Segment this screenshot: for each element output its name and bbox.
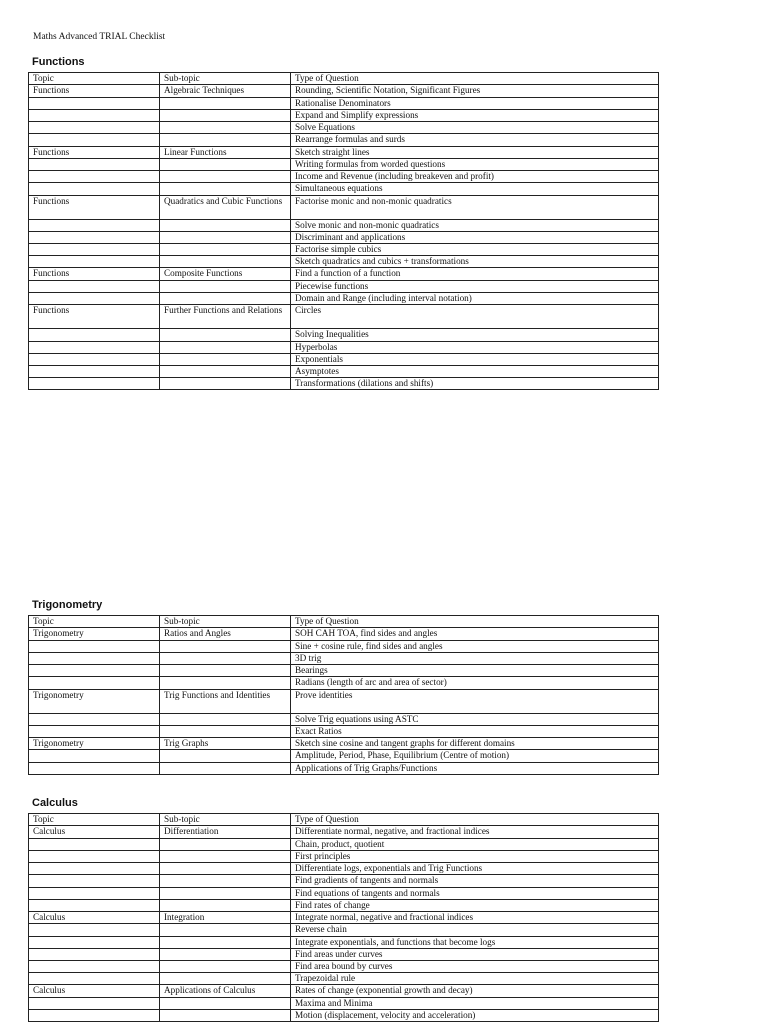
table-row [29, 341, 659, 353]
question-type-cell: Rounding, Scientific Notation, Significant Figures [291, 85, 659, 98]
table-row [29, 85, 659, 98]
table-row [29, 122, 659, 134]
table-row [29, 826, 659, 839]
question-type-cell: Integrate normal, negative and fractional indices [291, 911, 659, 924]
topic-cell [29, 838, 160, 850]
topic-cell [29, 256, 160, 268]
topic-cell: Calculus [29, 985, 160, 998]
subtopic-cell [160, 122, 291, 134]
section-title: Functions [32, 56, 85, 68]
question-type-cell: Solve monic and non-monic quadratics [291, 219, 659, 231]
table-row [29, 961, 659, 973]
topic-cell [29, 850, 160, 862]
subtopic-cell [160, 231, 291, 243]
topic-cell [29, 997, 160, 1009]
question-type-cell: Asymptotes [291, 365, 659, 377]
topic-cell [29, 293, 160, 305]
topic-cell [29, 725, 160, 737]
subtopic-cell [160, 171, 291, 183]
subtopic-cell [160, 280, 291, 292]
table-row [29, 973, 659, 985]
question-type-cell: Solve Trig equations using ASTC [291, 713, 659, 725]
topic-cell [29, 665, 160, 677]
subtopic-cell [160, 109, 291, 121]
topic-cell [29, 183, 160, 195]
topic-cell [29, 341, 160, 353]
question-type-cell: Piecewise functions [291, 280, 659, 292]
question-type-cell: Find equations of tangents and normals [291, 887, 659, 899]
question-type-cell: Rationalise Denominators [291, 97, 659, 109]
question-type-cell: Find rates of change [291, 899, 659, 911]
topic-cell [29, 231, 160, 243]
table-row [29, 640, 659, 652]
subtopic-cell [160, 256, 291, 268]
question-type-cell: Sine + cosine rule, find sides and angles [291, 640, 659, 652]
subtopic-cell [160, 961, 291, 973]
table-row [29, 875, 659, 887]
table-row [29, 97, 659, 109]
topic-cell [29, 973, 160, 985]
topic-cell [29, 924, 160, 936]
question-type-cell: Differentiate normal, negative, and fractional indices [291, 826, 659, 839]
header-cell: Topic [29, 616, 160, 628]
table-row [29, 863, 659, 875]
subtopic-cell [160, 665, 291, 677]
section-functions [28, 56, 658, 390]
table-row [29, 924, 659, 936]
question-type-cell: Income and Revenue (including breakeven and profit) [291, 171, 659, 183]
subtopic-cell: Further Functions and Relations [160, 305, 291, 329]
subtopic-cell [160, 850, 291, 862]
question-type-cell: Expand and Simplify expressions [291, 109, 659, 121]
table-row [29, 109, 659, 121]
question-type-cell: Applications of Trig Graphs/Functions [291, 762, 659, 774]
question-type-cell: 3D trig [291, 652, 659, 664]
question-type-cell: Transformations (dilations and shifts) [291, 378, 659, 390]
topic-cell [29, 329, 160, 341]
table-row [29, 378, 659, 390]
topic-cell [29, 280, 160, 292]
table-row [29, 737, 659, 750]
table-row [29, 713, 659, 725]
table-header-row [29, 73, 659, 85]
subtopic-cell [160, 652, 291, 664]
subtopic-cell [160, 1010, 291, 1022]
section-trigonometry [28, 599, 658, 775]
subtopic-cell [160, 997, 291, 1009]
topic-cell: Trigonometry [29, 737, 160, 750]
question-type-cell: Factorise simple cubics [291, 244, 659, 256]
subtopic-cell: Algebraic Techniques [160, 85, 291, 98]
topic-cell [29, 677, 160, 689]
header-cell: Sub-topic [160, 616, 291, 628]
table-row [29, 280, 659, 292]
table-row [29, 219, 659, 231]
subtopic-cell [160, 936, 291, 948]
question-type-cell: Find a function of a function [291, 268, 659, 281]
question-type-cell: Maxima and Minima [291, 997, 659, 1009]
topic-cell [29, 97, 160, 109]
question-type-cell: Differentiate logs, exponentials and Trig Functions [291, 863, 659, 875]
question-type-cell: Find areas under curves [291, 948, 659, 960]
table-row [29, 750, 659, 762]
table-row [29, 305, 659, 329]
subtopic-cell [160, 713, 291, 725]
topic-cell [29, 640, 160, 652]
topic-cell [29, 159, 160, 171]
subtopic-cell [160, 863, 291, 875]
topic-cell [29, 171, 160, 183]
question-type-cell: Exponentials [291, 353, 659, 365]
topic-cell [29, 750, 160, 762]
table-row [29, 134, 659, 146]
question-type-cell: Integrate exponentials, and functions that become logs [291, 936, 659, 948]
table-row [29, 231, 659, 243]
topic-cell [29, 875, 160, 887]
header-cell: Sub-topic [160, 73, 291, 85]
subtopic-cell [160, 838, 291, 850]
question-type-cell: Rates of change (exponential growth and decay) [291, 985, 659, 998]
table-row [29, 850, 659, 862]
table-row [29, 353, 659, 365]
header-cell: Sub-topic [160, 814, 291, 826]
checklist-table [28, 615, 659, 775]
table-row [29, 183, 659, 195]
table-row [29, 1010, 659, 1022]
topic-cell [29, 948, 160, 960]
question-type-cell: SOH CAH TOA, find sides and angles [291, 628, 659, 641]
question-type-cell: Radians (length of arc and area of sector) [291, 677, 659, 689]
subtopic-cell [160, 725, 291, 737]
subtopic-cell [160, 378, 291, 390]
topic-cell [29, 134, 160, 146]
topic-cell [29, 353, 160, 365]
topic-cell: Functions [29, 146, 160, 159]
topic-cell [29, 365, 160, 377]
table-row [29, 997, 659, 1009]
subtopic-cell [160, 341, 291, 353]
question-type-cell: Discriminant and applications [291, 231, 659, 243]
question-type-cell: Factorise monic and non-monic quadratics [291, 195, 659, 219]
header-cell: Type of Question [291, 814, 659, 826]
table-row [29, 665, 659, 677]
header-cell: Topic [29, 814, 160, 826]
topic-cell [29, 1010, 160, 1022]
subtopic-cell [160, 134, 291, 146]
topic-cell: Functions [29, 305, 160, 329]
header-cell: Topic [29, 73, 160, 85]
subtopic-cell [160, 183, 291, 195]
table-row [29, 838, 659, 850]
subtopic-cell: Integration [160, 911, 291, 924]
table-row [29, 171, 659, 183]
header-cell: Type of Question [291, 616, 659, 628]
subtopic-cell [160, 924, 291, 936]
topic-cell [29, 109, 160, 121]
table-row [29, 652, 659, 664]
subtopic-cell [160, 293, 291, 305]
topic-cell: Calculus [29, 911, 160, 924]
question-type-cell: Sketch sine cosine and tangent graphs for different domains [291, 737, 659, 750]
subtopic-cell [160, 244, 291, 256]
topic-cell: Functions [29, 85, 160, 98]
question-type-cell: Find area bound by curves [291, 961, 659, 973]
question-type-cell: Find gradients of tangents and normals [291, 875, 659, 887]
topic-cell: Trigonometry [29, 628, 160, 641]
table-row [29, 159, 659, 171]
subtopic-cell [160, 899, 291, 911]
question-type-cell: Amplitude, Period, Phase, Equilibrium (Centre of motion) [291, 750, 659, 762]
question-type-cell: Circles [291, 305, 659, 329]
question-type-cell: Exact Ratios [291, 725, 659, 737]
question-type-cell: Chain, product, quotient [291, 838, 659, 850]
table-row [29, 146, 659, 159]
subtopic-cell: Differentiation [160, 826, 291, 839]
section-title: Trigonometry [32, 599, 103, 611]
table-row [29, 628, 659, 641]
checklist-table [28, 813, 659, 1022]
subtopic-cell: Linear Functions [160, 146, 291, 159]
subtopic-cell [160, 750, 291, 762]
question-type-cell: Sketch quadratics and cubics + transformations [291, 256, 659, 268]
topic-cell [29, 244, 160, 256]
table-header-row [29, 616, 659, 628]
topic-cell: Trigonometry [29, 689, 160, 713]
table-row [29, 985, 659, 998]
question-type-cell: Sketch straight lines [291, 146, 659, 159]
question-type-cell: Prove identities [291, 689, 659, 713]
question-type-cell: Simultaneous equations [291, 183, 659, 195]
topic-cell [29, 936, 160, 948]
subtopic-cell: Trig Functions and Identities [160, 689, 291, 713]
table-row [29, 762, 659, 774]
topic-cell [29, 863, 160, 875]
table-row [29, 244, 659, 256]
question-type-cell: Solving Inequalities [291, 329, 659, 341]
topic-cell [29, 713, 160, 725]
subtopic-cell [160, 97, 291, 109]
subtopic-cell: Composite Functions [160, 268, 291, 281]
section-calculus [28, 797, 658, 1022]
table-row [29, 329, 659, 341]
subtopic-cell [160, 677, 291, 689]
table-row [29, 936, 659, 948]
table-row [29, 689, 659, 713]
table-row [29, 887, 659, 899]
topic-cell [29, 762, 160, 774]
subtopic-cell [160, 365, 291, 377]
section-title: Calculus [32, 797, 78, 809]
table-row [29, 677, 659, 689]
topic-cell: Calculus [29, 826, 160, 839]
subtopic-cell [160, 219, 291, 231]
topic-cell [29, 887, 160, 899]
subtopic-cell: Ratios and Angles [160, 628, 291, 641]
topic-cell [29, 219, 160, 231]
table-row [29, 948, 659, 960]
table-row [29, 365, 659, 377]
subtopic-cell: Trig Graphs [160, 737, 291, 750]
table-row [29, 899, 659, 911]
subtopic-cell [160, 887, 291, 899]
document-title: Maths Advanced TRIAL Checklist [33, 32, 166, 42]
topic-cell [29, 899, 160, 911]
table-row [29, 293, 659, 305]
table-header-row [29, 814, 659, 826]
subtopic-cell [160, 159, 291, 171]
question-type-cell: First principles [291, 850, 659, 862]
topic-cell: Functions [29, 268, 160, 281]
subtopic-cell [160, 875, 291, 887]
topic-cell: Functions [29, 195, 160, 219]
topic-cell [29, 378, 160, 390]
question-type-cell: Solve Equations [291, 122, 659, 134]
table-row [29, 725, 659, 737]
subtopic-cell [160, 329, 291, 341]
subtopic-cell [160, 640, 291, 652]
subtopic-cell: Applications of Calculus [160, 985, 291, 998]
subtopic-cell: Quadratics and Cubic Functions [160, 195, 291, 219]
table-row [29, 268, 659, 281]
topic-cell [29, 122, 160, 134]
subtopic-cell [160, 762, 291, 774]
question-type-cell: Writing formulas from worded questions [291, 159, 659, 171]
table-row [29, 256, 659, 268]
header-cell: Type of Question [291, 73, 659, 85]
subtopic-cell [160, 353, 291, 365]
question-type-cell: Domain and Range (including interval notation) [291, 293, 659, 305]
subtopic-cell [160, 973, 291, 985]
topic-cell [29, 961, 160, 973]
question-type-cell: Hyperbolas [291, 341, 659, 353]
question-type-cell: Rearrange formulas and surds [291, 134, 659, 146]
table-row [29, 911, 659, 924]
checklist-table [28, 72, 659, 390]
subtopic-cell [160, 948, 291, 960]
question-type-cell: Bearings [291, 665, 659, 677]
topic-cell [29, 652, 160, 664]
question-type-cell: Trapezoidal rule [291, 973, 659, 985]
question-type-cell: Motion (displacement, velocity and acceleration) [291, 1010, 659, 1022]
table-row [29, 195, 659, 219]
question-type-cell: Reverse chain [291, 924, 659, 936]
